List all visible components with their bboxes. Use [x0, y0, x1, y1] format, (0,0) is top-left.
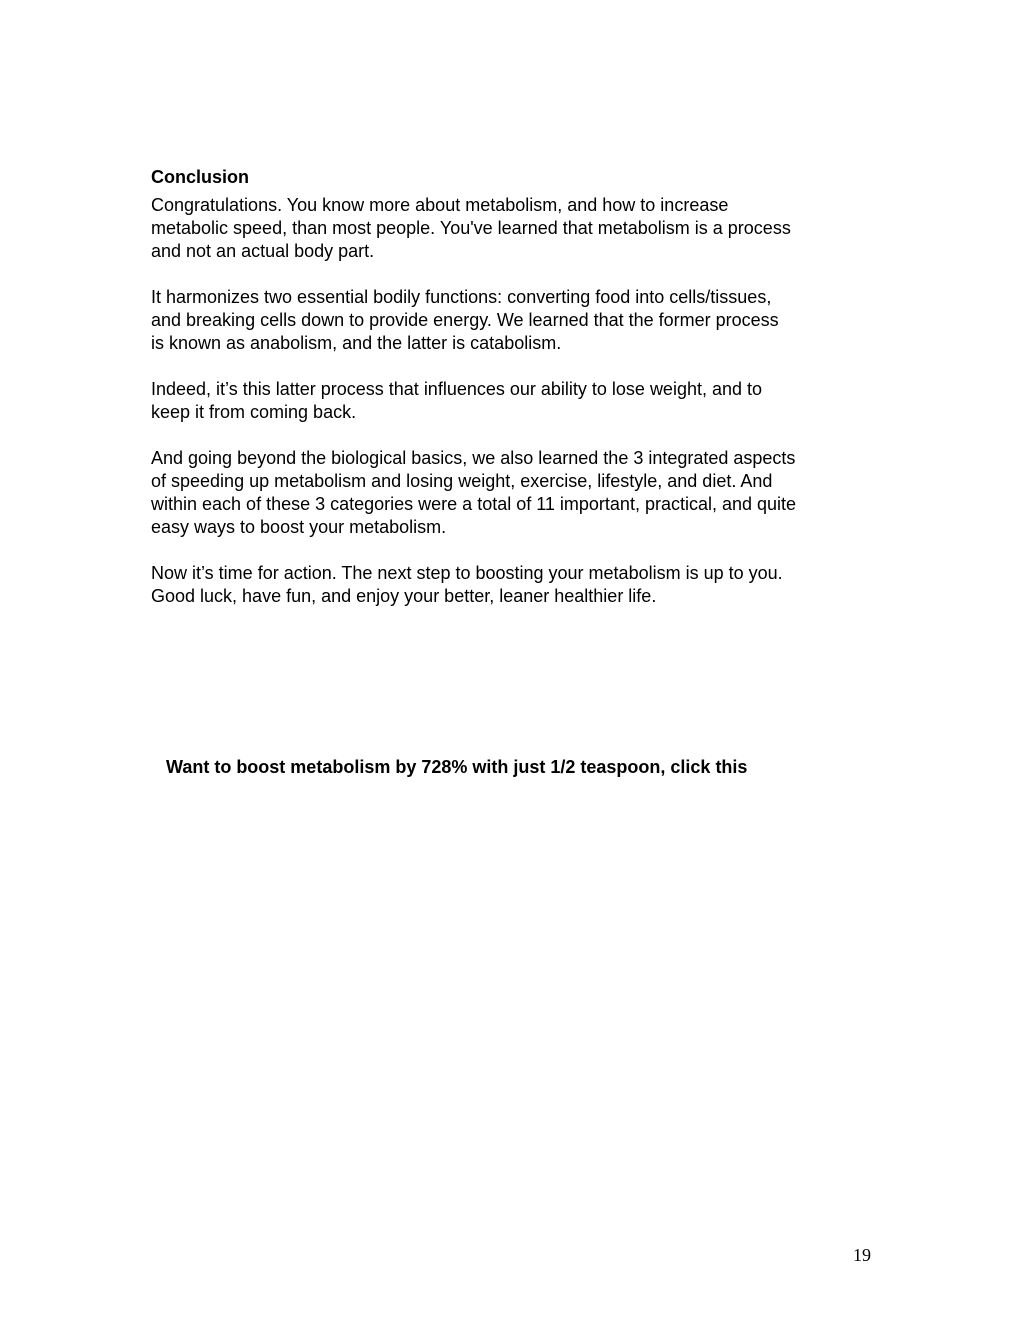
paragraph-line: of speeding up metabolism and losing weight, exercise, lifestyle, and diet. And [151, 471, 773, 491]
paragraph-line: within each of these 3 categories were a total of 11 important, practical, and quite [151, 494, 797, 514]
paragraph-line: and breaking cells down to provide energy. We learned that the former process [151, 310, 779, 330]
page-number: 19 [853, 1245, 871, 1265]
paragraph-line: Good luck, have fun, and enjoy your better, leaner healthier life. [151, 586, 657, 606]
paragraph-line: easy ways to boost your metabolism. [151, 517, 447, 537]
paragraph-line: is known as anabolism, and the latter is catabolism. [151, 333, 562, 353]
body-content [151, 166, 891, 631]
paragraph-line: Congratulations. You know more about metabolism, and how to increase [151, 195, 729, 215]
paragraph-line: metabolic speed, than most people. You've learned that metabolism is a process [151, 218, 791, 238]
paragraph-line: Indeed, it’s this latter process that influences our ability to lose weight, and to [151, 379, 763, 399]
paragraph-line: keep it from coming back. [151, 402, 357, 422]
paragraph [151, 562, 891, 608]
paragraph-line: and not an actual body part. [151, 241, 375, 261]
paragraph-line: Now it’s time for action. The next step to boosting your metabolism is up to you. [151, 563, 783, 583]
paragraph-line: And going beyond the biological basics, we also learned the 3 integrated aspects [151, 448, 796, 468]
paragraph-line: It harmonizes two essential bodily functions: converting food into cells/tissues, [151, 287, 772, 307]
paragraph [151, 194, 891, 263]
section-heading: Conclusion [151, 167, 249, 187]
paragraph [151, 447, 891, 539]
boost-metabolism-link[interactable]: Want to boost metabolism by 728% with just 1/2 teaspoon, click this [166, 757, 748, 777]
paragraph [151, 286, 891, 355]
paragraph [151, 378, 891, 424]
